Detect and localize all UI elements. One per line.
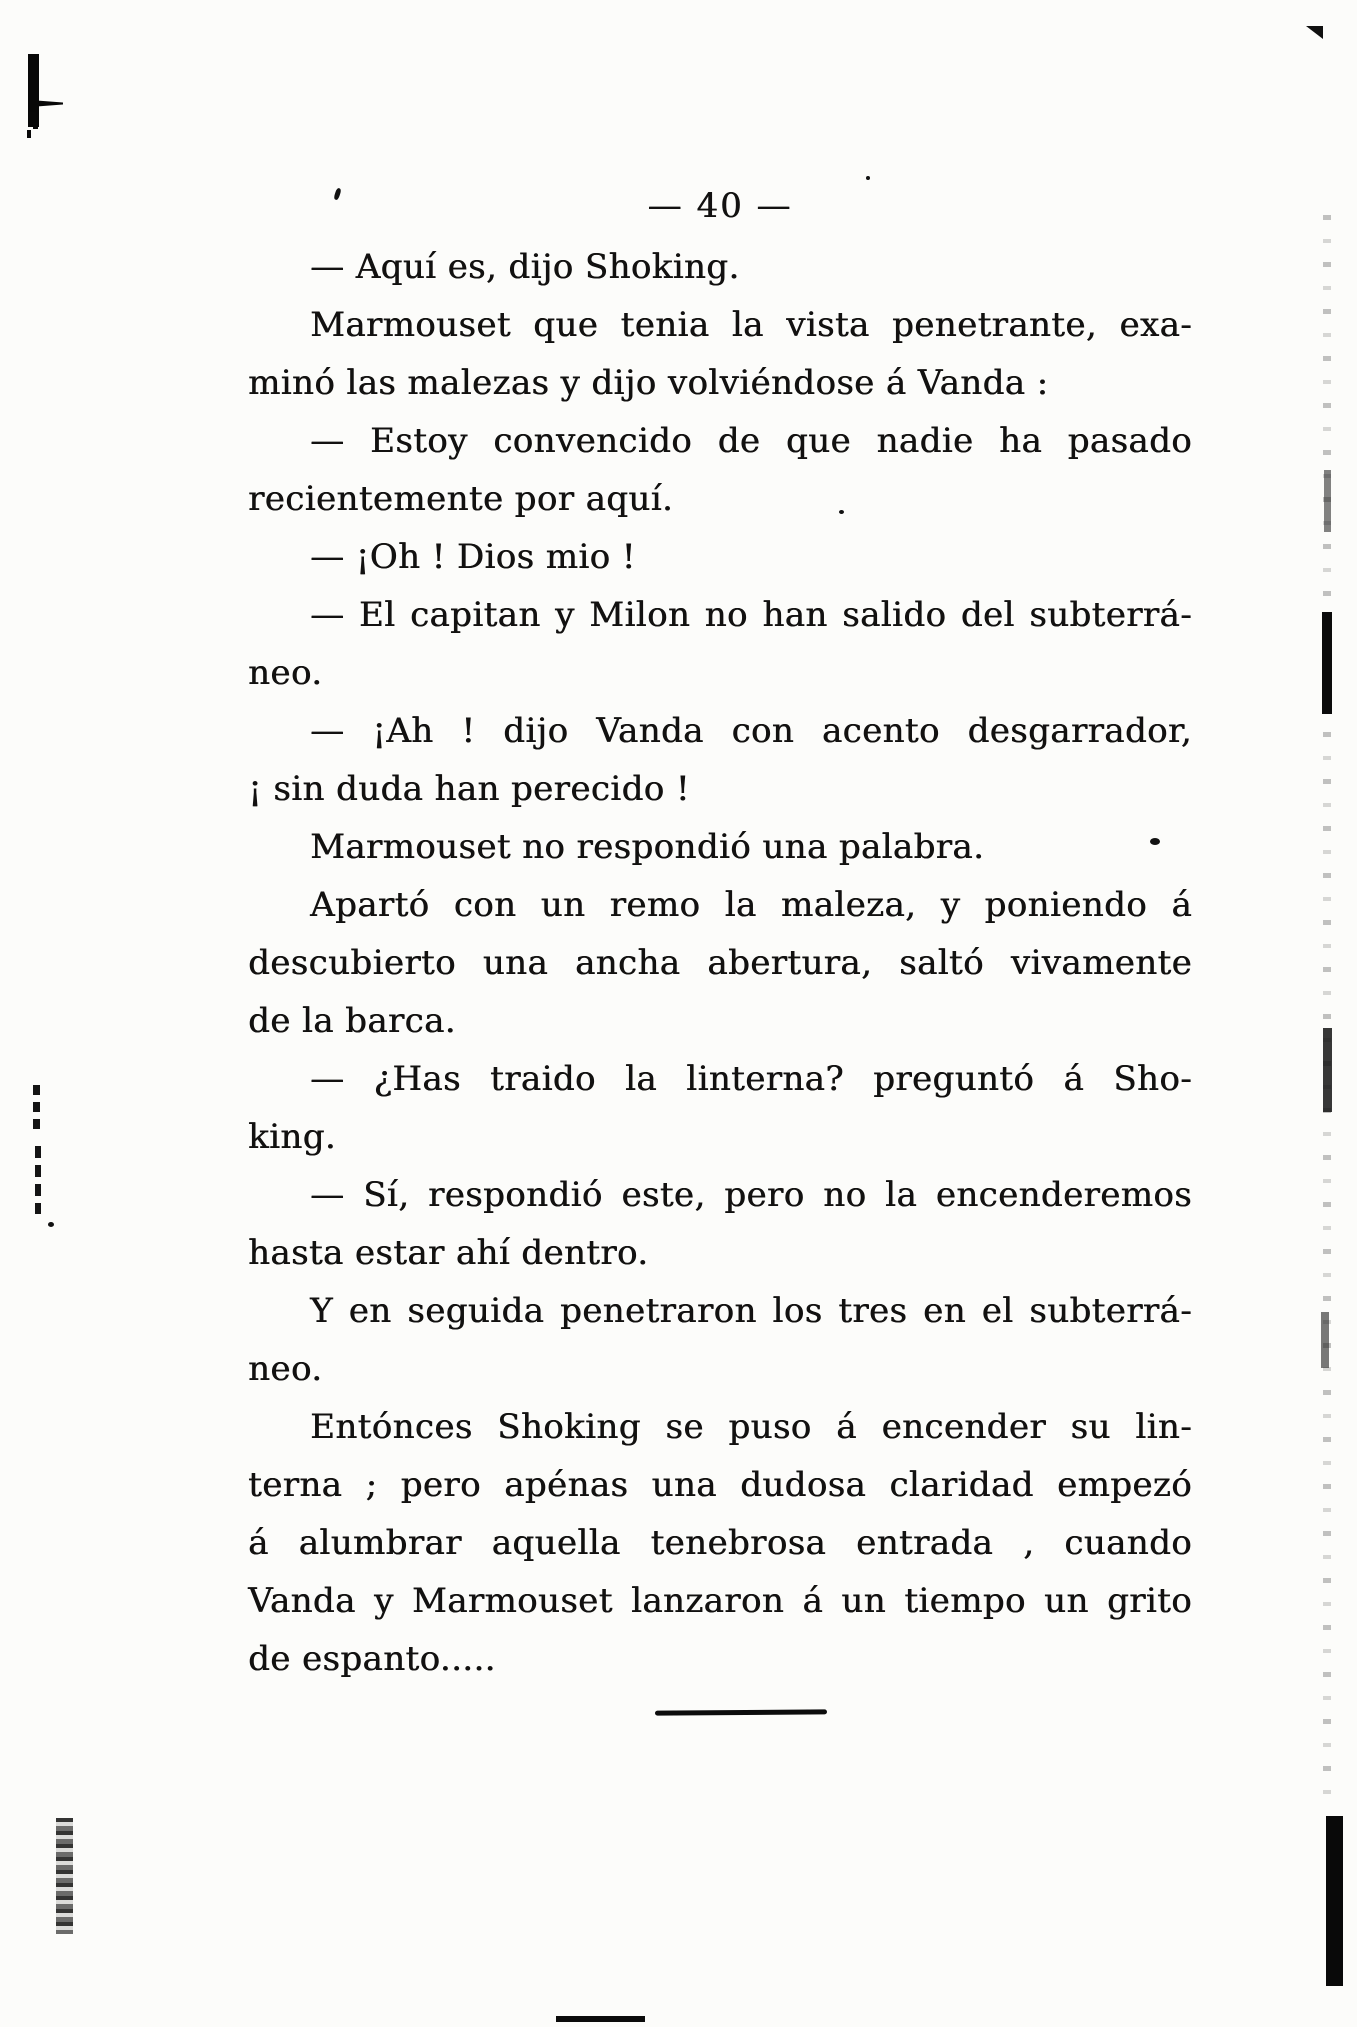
scan-artifact-speck — [33, 123, 38, 129]
scan-artifact-speck — [839, 510, 844, 514]
text-line: — ¡Ah ! dijo Vanda con acento desgarrador, — [310, 711, 1192, 751]
text-line: — ¡Oh ! Dios mio ! — [310, 537, 636, 577]
scan-artifact-bottom-left-noise — [56, 1818, 73, 1934]
end-divider — [655, 1709, 827, 1715]
text-line: de espanto..... — [248, 1639, 496, 1679]
text-line: neo. — [248, 653, 323, 693]
text-line: minó las malezas y dijo volviéndose á Vanda : — [248, 363, 1049, 403]
text-line: — Estoy convencido de que nadie ha pasado — [310, 421, 1192, 461]
page-text-block — [248, 238, 1192, 1688]
scan-artifact-speck — [1150, 838, 1160, 845]
text-line: Marmouset que tenia la vista penetrante, exa- — [310, 305, 1192, 345]
scan-artifact-top-right-mark — [1306, 26, 1323, 39]
text-line: king. — [248, 1117, 336, 1157]
text-line: á alumbrar aquella tenebrosa entrada , cuando — [248, 1523, 1192, 1563]
text-line: — ¿Has traido la linterna? preguntó á Sho- — [310, 1059, 1192, 1099]
text-line: Marmouset no respondió una palabra. — [310, 827, 985, 867]
text-line: — Aquí es, dijo Shoking. — [310, 247, 740, 287]
scan-artifact-right-edge-bar — [1324, 470, 1331, 532]
scan-artifact-speck — [48, 1222, 54, 1227]
scan-artifact-speck — [27, 130, 31, 138]
text-line: descubierto una ancha abertura, saltó vivamente — [248, 943, 1192, 983]
text-line: Apartó con un remo la maleza, y poniendo á — [310, 885, 1192, 925]
text-line: Y en seguida penetraron los tres en el subterrá- — [310, 1291, 1192, 1331]
scan-artifact-right-edge-bar — [1322, 612, 1332, 714]
text-line: — Sí, respondió este, pero no la encenderemos — [310, 1175, 1192, 1215]
scan-artifact-bottom-line — [556, 2016, 645, 2022]
scan-artifact-speck — [866, 176, 870, 180]
scan-artifact-speck — [29, 112, 36, 120]
text-line: — El capitan y Milon no han salido del subterrá- — [310, 595, 1192, 635]
scan-artifact-left-dash — [33, 1085, 40, 1131]
scan-artifact-top-left-tick — [30, 100, 63, 107]
scan-artifact-left-dash — [35, 1146, 41, 1214]
text-line: neo. — [248, 1349, 323, 1389]
scan-artifact-right-edge-bar — [1323, 1028, 1332, 1112]
scan-artifact-right-edge-bar — [1321, 1312, 1329, 1368]
text-line: hasta estar ahí dentro. — [248, 1233, 649, 1273]
text-line: recientemente por aquí. — [248, 479, 674, 519]
text-line: Entónces Shoking se puso á encender su lin- — [310, 1407, 1192, 1447]
text-line: Vanda y Marmouset lanzaron á un tiempo un grito — [248, 1581, 1192, 1621]
page-number: — 40 — — [647, 186, 793, 226]
text-line: de la barca. — [248, 1001, 456, 1041]
scan-artifact-right-edge-noise — [1323, 215, 1331, 1805]
text-line: ¡ sin duda han perecido ! — [248, 769, 690, 809]
text-line: terna ; pero apénas una dudosa claridad empezó — [248, 1465, 1192, 1505]
scan-artifact-right-edge-bar — [1326, 1816, 1343, 1986]
